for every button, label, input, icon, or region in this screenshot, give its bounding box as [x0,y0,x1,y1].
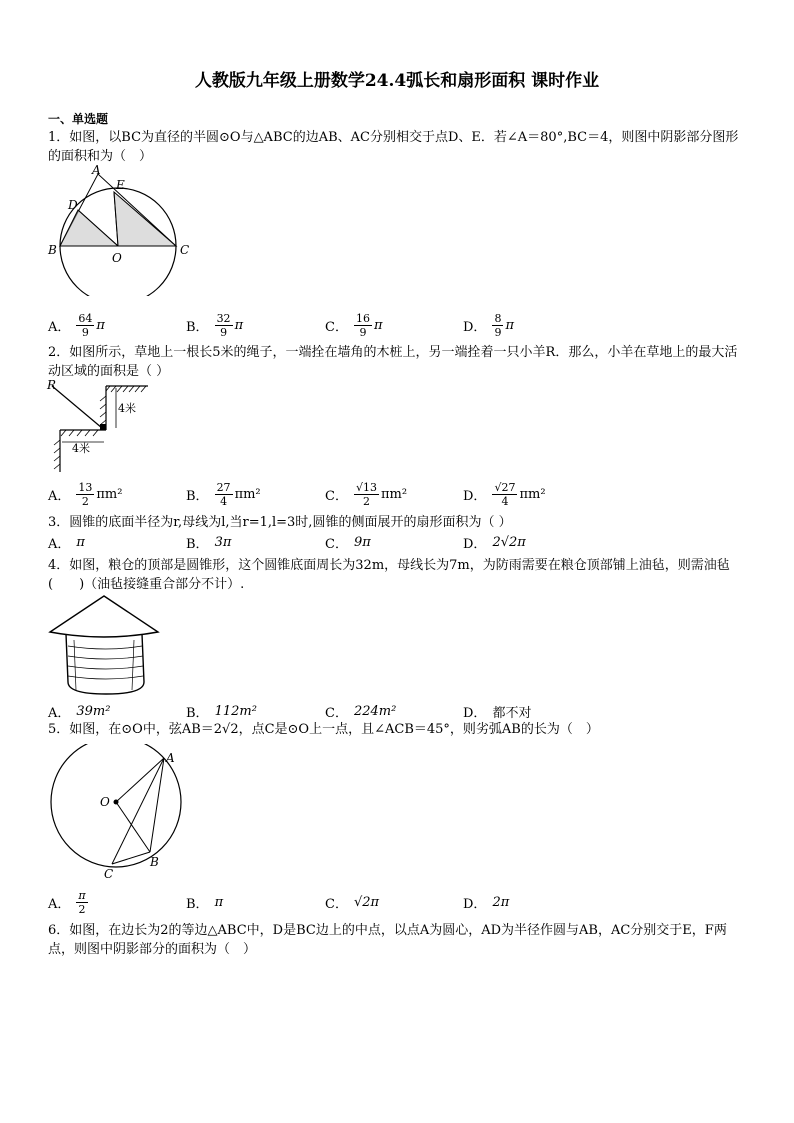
q3-option-b[interactable]: B． 3π [186,534,232,552]
label-a: A [166,751,175,765]
q5-option-c[interactable]: C． √2π [325,894,380,912]
page-title: 人教版九年级上册数学24.4弧长和扇形面积 课时作业 [194,71,600,91]
q3-option-d[interactable]: D． 2√2π [463,534,526,552]
q3-option-a[interactable]: A． π [48,534,85,552]
label-r: R [47,378,57,392]
label-d: D [68,198,78,212]
chord-cb [112,852,150,864]
q4-option-c[interactable]: C． 224m² [325,703,397,721]
rope [52,386,102,428]
q1-option-c[interactable]: C． $\frac{16}{9}$ π [325,311,383,339]
shaded-region-2 [114,192,176,246]
q3-option-c[interactable]: C． 9π [325,534,371,552]
q4-option-b[interactable]: B． 112m² [186,703,257,721]
segment-oa [116,758,164,802]
question-1-figure [44,164,204,296]
label-c: C [180,243,190,257]
label-o: O [112,251,122,265]
label-e: E [116,178,125,192]
q1-option-d[interactable]: D． $\frac{8}{9}$ π [463,311,514,339]
q4-option-a[interactable]: A． 39m² [48,703,111,721]
q5-option-a[interactable]: A． $\frac{\pi}{2}$ [48,888,86,916]
q5-option-d[interactable]: D． 2π [463,894,510,912]
q1-option-a[interactable]: A． $\frac{64}{9}$ π [48,311,105,339]
question-5-text: 5．如图，在⊙O中，弦AB＝2√2，点C是⊙O上一点，且∠ACB＝45°，则劣弧AB的长为（ ） [48,722,599,737]
question-2-text: 2．如图所示，草地上一根长5米的绳子，一端拴在墙角的木桩上，另一端拴着一只小羊R．那么，小羊在草地上的最大活动区域的面积是（ ） [48,345,738,379]
question-4-figure [46,594,162,700]
question-5-options [48,887,748,917]
label-4m-vertical: 4米 [118,402,136,415]
q1-option-b[interactable]: B． $\frac{32}{9}$ π [186,311,244,339]
label-b: B [150,855,159,869]
question-2-options [48,479,748,509]
question-2-figure [44,378,154,474]
q2-option-c[interactable]: C． $\frac{√13}{2}$ πm² [325,480,408,508]
label-c: C [104,867,114,881]
section-heading: 一、单选题 [48,112,109,126]
q2-option-a[interactable]: A． $\frac{13}{2}$ πm² [48,480,123,508]
q2-option-b[interactable]: B． $\frac{27}{4}$ πm² [186,480,261,508]
label-a: A [92,164,101,177]
question-5-figure [46,744,196,884]
question-3-options [48,531,748,553]
question-4-options [48,700,748,722]
question-3-text: 3．圆锥的底面半径为r,母线为l,当r=1,l=3时,圆锥的侧面展开的扇形面积为（ ） [48,515,512,530]
question-6-text: 6．如图，在边长为2的等边△ABC中，D是BC边上的中点，以点A为圆心，AD为半径作圆与AB，AC分别交于E，F两点，则图中阴影部分的面积为（ ） [48,923,727,957]
question-1-options [48,310,748,340]
question-1-text: 1．如图，以BC为直径的半圆⊙O与△ABC的边AB、AC分别相交于点D、E．若∠A＝80°,BC＝4，则图中阴影部分图形的面积和为（ ） [48,130,739,164]
label-4m-horizontal: 4米 [72,442,90,455]
q4-option-d[interactable]: D． 都不对 [463,705,532,721]
question-4-text: 4．如图，粮仓的顶部是圆锥形，这个圆锥底面周长为32m，母线长为7m，为防雨需要在粮仓顶部铺上油毡，则需油毡( )（油毡接缝重合部分不计）. [48,558,730,592]
granary-roof-cone [50,596,158,637]
label-o: O [100,795,110,809]
q2-option-d[interactable]: D． $\frac{√27}{4}$ πm² [463,480,546,508]
q5-option-b[interactable]: B． π [186,894,224,912]
label-b: B [48,243,57,257]
